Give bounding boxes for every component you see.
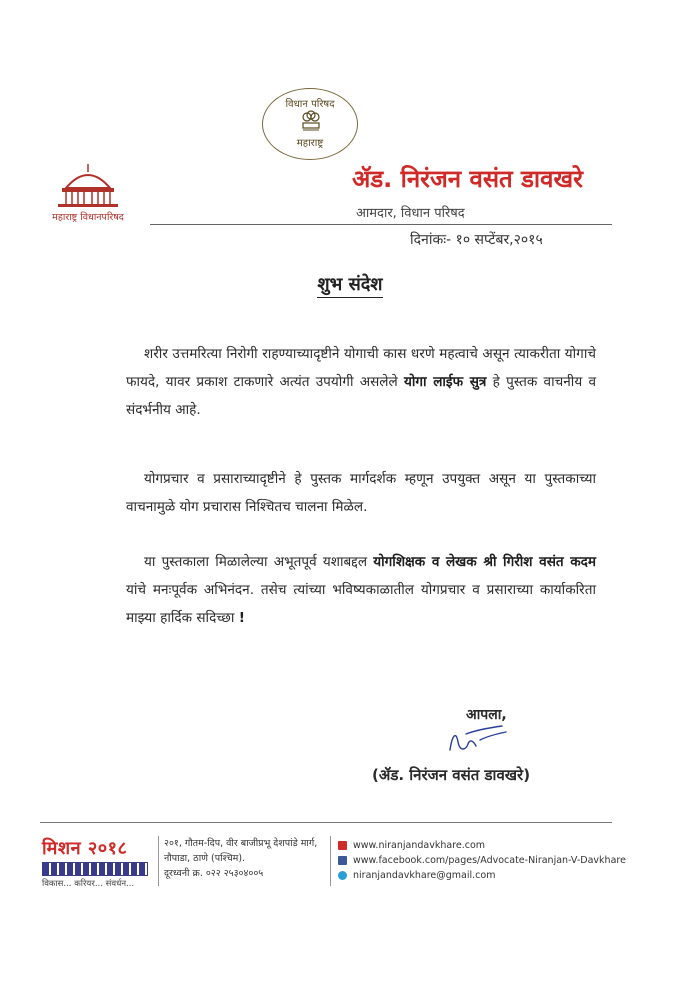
letter-paragraph-3 xyxy=(126,548,596,632)
letter-closing: आपला, xyxy=(466,707,507,723)
facebook-link[interactable]: www.facebook.com/pages/Advocate-Niranjan-V-Davkhare xyxy=(353,855,626,866)
header-divider xyxy=(150,224,612,225)
para3-text-a: या पुस्तकाला मिळालेल्या अभूतपूर्व यशाबद्दल xyxy=(144,553,374,570)
vidhan-bhavan-building-icon xyxy=(28,160,148,208)
legislative-council-seal xyxy=(262,88,358,160)
seal-bottom-text: महाराष्ट्र xyxy=(296,138,324,149)
sender-designation: आमदार, विधान परिषद xyxy=(356,206,465,221)
para1-text-a: शरीर उत्तमरित्या निरोगी राहण्याच्यादृष्टीने योगाची कास धरणे महत्वाचे असून त्याकरीता योगाचे फायदे, यावर प्रकाश टाकणारे अत्यंत उपयोगी असलेले xyxy=(126,345,596,390)
office-phone: दूरध्वनी क्र. ०२२ २५३०४००५ xyxy=(164,868,264,879)
letter-date: दिनांकः- १० सप्टेंबर,२०१५ xyxy=(410,232,543,248)
footer-separator xyxy=(330,836,331,886)
mission-title: मिशन २०१८ xyxy=(42,838,128,859)
email-icon xyxy=(338,871,347,880)
office-address xyxy=(164,836,320,881)
contact-details xyxy=(338,838,626,883)
signatory-name: (ॲड. निरंजन वसंत डावखरे) xyxy=(372,766,531,784)
mission-tagline: विकास... करियर... संवर्धन... xyxy=(42,879,135,889)
email-link[interactable]: niranjandavkhare@gmail.com xyxy=(353,870,496,881)
para1-text-b: हे पुस्तक वाचनीय व संदर्भनीय आहे. xyxy=(126,373,597,418)
council-logo-caption: महाराष्ट्र विधानपरिषद xyxy=(52,212,124,223)
footer-divider xyxy=(40,822,612,823)
email-row xyxy=(338,868,626,883)
website-link[interactable]: www.niranjandavkhare.com xyxy=(353,840,486,851)
address-line-1: २०१, गौतम-दिप, वीर बाजीप्रभू देशपांडे मार्ग, xyxy=(164,838,318,849)
letter-paragraph-1 xyxy=(126,340,596,424)
website-row xyxy=(338,838,626,853)
facebook-row xyxy=(338,853,626,868)
para3-text-b: यांचे मनःपूर्वक अभिनंदन. तसेच त्यांच्या भविष्यकाळातील योगप्रचार व प्रसाराच्या कार्याकरिता माझ्या हार्दिक सदिच्छा xyxy=(126,581,596,626)
seal-top-text: विधान परिषद xyxy=(285,99,335,110)
book-title: योगा लाईफ सुत्र xyxy=(403,373,487,390)
facebook-icon xyxy=(338,856,347,865)
para3-exclamation: ! xyxy=(238,609,245,626)
footer-separator xyxy=(158,836,159,886)
web-icon xyxy=(338,841,347,850)
letter-paragraph-2: योगप्रचार व प्रसाराच्यादृष्टीने हे पुस्तक मार्गदर्शक म्हणून उपयुक्त असून या पुस्तकाच्या वाचनामुळे योग प्रचारास निश्चितच चालना मिळेल. xyxy=(126,470,596,515)
lion-capital-icon xyxy=(299,109,323,131)
mission-logo xyxy=(42,836,154,889)
mission-banner-strip xyxy=(42,862,148,876)
council-logo xyxy=(28,160,148,222)
address-line-2: नौपाडा, ठाणे (पश्चिम). xyxy=(164,853,246,864)
author-name: योगशिक्षक व लेखक श्री गिरीश वसंत कदम xyxy=(373,553,596,570)
handwritten-signature xyxy=(436,720,516,760)
sender-name-heading: ॲड. निरंजन वसंत डावखरे xyxy=(352,165,583,193)
letter-title-text: शुभ संदेश xyxy=(317,274,382,298)
letter-title xyxy=(0,272,700,296)
